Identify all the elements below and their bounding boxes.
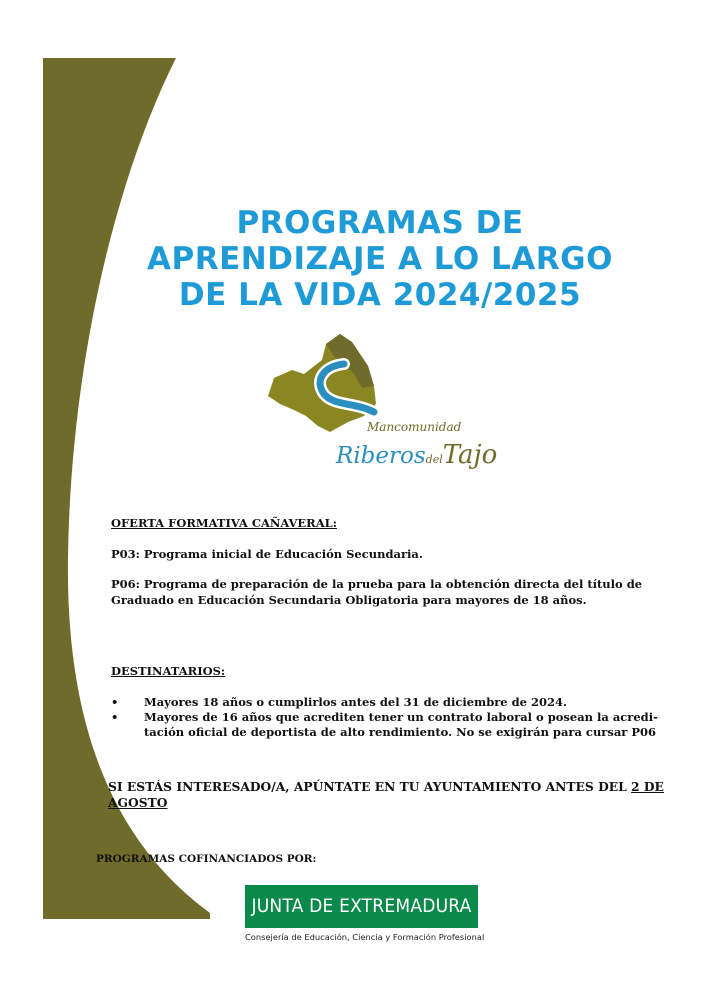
oferta-p06-line2: Graduado en Educación Secundaria Obligatoria para mayores de 18 años. — [111, 593, 587, 607]
title-line-3: DE LA VIDA 2024/2025 — [178, 277, 582, 313]
bullet-icon: • — [111, 710, 119, 724]
logo-word-tajo: Tajo — [442, 440, 498, 470]
logo-word-riberos: Riberos — [336, 443, 426, 469]
destinatarios-list — [111, 695, 658, 740]
junta-extremadura-logo: JUNTA DE EXTREMADURA — [245, 885, 478, 928]
logo-word-del: del — [425, 453, 443, 466]
oferta-p03: P03: Programa inicial de Educación Secundaria. — [111, 547, 423, 561]
logo-text-riberos-del-tajo — [336, 440, 497, 470]
page-title — [120, 205, 640, 313]
cta-text: SI ESTÁS INTERESADO/A, APÚNTATE EN TU AYUNTAMIENTO ANTES DEL — [108, 779, 632, 794]
title-line-1: PROGRAMAS DE — [236, 205, 524, 241]
destinatarios-item-2-line1: Mayores de 16 años que acrediten tener un contrato laboral o posean la acredi- — [144, 710, 658, 724]
logo-text-mancomunidad: Mancomunidad — [367, 420, 462, 434]
cta-date-part2: AGOSTO — [108, 795, 168, 810]
title-line-2: APRENDIZAJE A LO LARGO — [147, 241, 613, 277]
cofinanciado-label: PROGRAMAS COFINANCIADOS POR: — [96, 853, 317, 865]
list-item — [111, 695, 658, 710]
junta-subtitle: Consejería de Educación, Ciencia y Formación Profesional — [245, 932, 485, 942]
bullet-icon: • — [111, 695, 119, 709]
destinatarios-heading: DESTINATARIOS: — [111, 664, 226, 678]
cta-date-part1: 2 DE — [631, 779, 664, 794]
oferta-heading: OFERTA FORMATIVA CAÑAVERAL: — [111, 516, 337, 530]
destinatarios-item-2-line2: tación oficial de deportista de alto rendimiento. No se exigirán para cursar P06 — [144, 725, 656, 739]
list-item — [111, 710, 658, 725]
call-to-action — [108, 779, 664, 811]
oferta-p06-line1: P06: Programa de preparación de la prueba para la obtención directa del título de — [111, 577, 643, 591]
destinatarios-item-1: Mayores 18 años o cumplirlos antes del 31 de diciembre de 2024. — [144, 695, 567, 709]
list-item-continuation — [111, 725, 658, 740]
